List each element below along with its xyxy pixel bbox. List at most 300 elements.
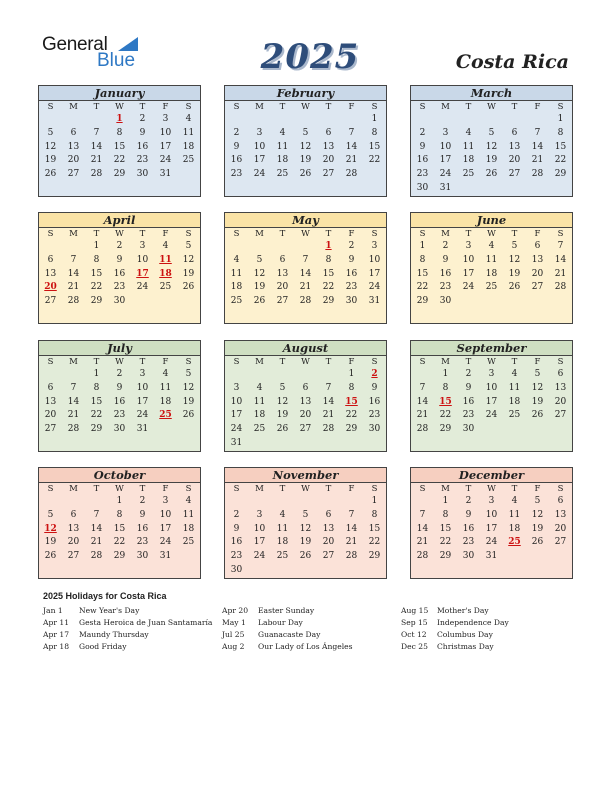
day-cell: 6 xyxy=(325,509,332,520)
day-cell: 7 xyxy=(302,254,309,265)
empty-day-cell xyxy=(154,182,177,196)
day-cell: 20 xyxy=(44,410,57,421)
empty-day-cell xyxy=(39,368,62,382)
day-cell: 1 xyxy=(419,241,426,251)
day-cell: 15 xyxy=(368,141,381,152)
weekday-header: W xyxy=(115,484,124,494)
empty-day-cell xyxy=(340,437,363,451)
day-cell: 22 xyxy=(554,155,567,166)
weekday-header: M xyxy=(441,357,450,367)
day-cell: 17 xyxy=(159,141,172,152)
empty-day-cell xyxy=(225,182,248,196)
weekday-header: S xyxy=(233,102,240,112)
empty-day-cell xyxy=(177,564,200,578)
holiday-day-cell: 1 xyxy=(116,114,123,124)
day-cell: 5 xyxy=(47,127,54,138)
weekday-header: S xyxy=(185,357,192,367)
day-cell: 26 xyxy=(182,282,195,293)
day-cell: 16 xyxy=(416,155,429,166)
weekday-header: S xyxy=(371,102,378,112)
day-cell: 23 xyxy=(230,551,243,562)
day-cell: 16 xyxy=(368,396,381,407)
day-cell: 8 xyxy=(442,382,449,393)
day-cell: 8 xyxy=(557,127,564,138)
weekday-header: W xyxy=(115,102,124,112)
day-cell: 14 xyxy=(299,268,312,279)
day-cell: 21 xyxy=(67,282,80,293)
day-cell: 26 xyxy=(485,169,498,180)
weekday-header: M xyxy=(441,102,450,112)
day-cell: 18 xyxy=(276,537,289,548)
day-cell: 23 xyxy=(345,282,358,293)
day-cell: 28 xyxy=(416,424,429,435)
holiday-row xyxy=(43,629,212,641)
empty-day-cell xyxy=(271,564,294,578)
month-title: March xyxy=(411,86,572,101)
empty-day-cell xyxy=(131,295,154,309)
weekday-header: T xyxy=(93,229,100,239)
weekday-header: S xyxy=(371,229,378,239)
day-cell: 12 xyxy=(485,141,498,152)
day-cell: 3 xyxy=(139,241,146,251)
day-cell: 12 xyxy=(299,141,312,152)
day-cell: 13 xyxy=(508,141,521,152)
weekday-header: T xyxy=(511,484,518,494)
weekday-header: S xyxy=(47,357,54,367)
day-cell: 9 xyxy=(116,382,123,393)
day-cell: 1 xyxy=(557,114,564,124)
weekday-header: W xyxy=(301,484,310,494)
empty-day-cell xyxy=(108,182,131,196)
empty-day-cell xyxy=(434,309,457,323)
empty-day-cell xyxy=(526,309,549,323)
day-cell: 29 xyxy=(113,169,126,180)
day-cell: 27 xyxy=(44,296,57,307)
day-cell: 28 xyxy=(67,296,80,307)
day-cell: 23 xyxy=(439,282,452,293)
month-september xyxy=(410,340,573,452)
day-cell: 6 xyxy=(557,369,564,379)
holiday-name: Mother's Day xyxy=(437,606,489,615)
logo-triangle-icon xyxy=(118,37,138,51)
empty-day-cell xyxy=(549,550,572,564)
holiday-day-cell: 15 xyxy=(439,396,452,407)
holiday-name: Independence Day xyxy=(437,618,509,627)
day-cell: 29 xyxy=(90,424,103,435)
day-cell: 22 xyxy=(416,282,429,293)
empty-day-cell xyxy=(39,113,62,127)
weekday-header: W xyxy=(487,357,496,367)
day-cell: 19 xyxy=(299,155,312,166)
day-cell: 24 xyxy=(136,410,149,421)
empty-day-cell xyxy=(457,182,480,196)
empty-day-cell xyxy=(131,182,154,196)
month-july xyxy=(38,340,201,452)
weekday-header: S xyxy=(233,229,240,239)
day-cell: 10 xyxy=(253,523,266,534)
day-cell: 18 xyxy=(462,155,475,166)
holiday-date: Jul 25 xyxy=(222,630,245,639)
logo-text-blue: Blue xyxy=(97,50,136,71)
empty-day-cell xyxy=(526,295,549,309)
day-cell: 9 xyxy=(419,141,426,152)
month-december xyxy=(410,467,573,579)
day-cell: 21 xyxy=(554,268,567,279)
month-april xyxy=(38,212,201,324)
day-cell: 4 xyxy=(185,496,192,506)
day-cell: 11 xyxy=(159,382,172,393)
weekday-header: W xyxy=(301,357,310,367)
weekday-header: T xyxy=(139,229,146,239)
empty-day-cell xyxy=(248,182,271,196)
day-cell: 13 xyxy=(44,396,57,407)
holiday-day-cell: 1 xyxy=(325,241,332,251)
day-cell: 10 xyxy=(136,382,149,393)
weekday-header: M xyxy=(69,357,78,367)
day-cell: 23 xyxy=(230,169,243,180)
weekday-header: T xyxy=(465,357,472,367)
holiday-name: Columbus Day xyxy=(437,630,493,639)
empty-day-cell xyxy=(317,113,340,127)
holiday-name: Guanacaste Day xyxy=(258,630,321,639)
day-cell: 29 xyxy=(439,551,452,562)
day-cell: 16 xyxy=(136,141,149,152)
empty-day-cell xyxy=(411,564,434,578)
holiday-row xyxy=(222,629,353,641)
empty-day-cell xyxy=(248,309,271,323)
day-cell: 8 xyxy=(116,127,123,138)
weekday-header: F xyxy=(348,229,355,239)
empty-day-cell xyxy=(154,437,177,451)
day-cell: 9 xyxy=(139,509,146,520)
day-cell: 15 xyxy=(90,268,103,279)
weekday-header: S xyxy=(47,484,54,494)
month-august xyxy=(224,340,387,452)
day-cell: 8 xyxy=(371,127,378,138)
day-cell: 8 xyxy=(371,509,378,520)
day-cell: 31 xyxy=(136,424,149,435)
empty-day-cell xyxy=(85,437,108,451)
day-cell: 19 xyxy=(44,537,57,548)
weekday-header: W xyxy=(301,102,310,112)
holiday-column xyxy=(401,605,509,653)
day-cell: 6 xyxy=(302,382,309,393)
empty-day-cell xyxy=(526,437,549,451)
day-cell: 18 xyxy=(182,141,195,152)
day-cell: 16 xyxy=(462,523,475,534)
day-cell: 27 xyxy=(67,551,80,562)
month-title: June xyxy=(411,213,572,228)
day-cell: 6 xyxy=(70,509,77,520)
day-cell: 20 xyxy=(322,155,335,166)
empty-day-cell xyxy=(457,295,480,309)
weekday-header: S xyxy=(185,102,192,112)
empty-day-cell xyxy=(177,437,200,451)
day-cell: 20 xyxy=(322,537,335,548)
weekday-header: S xyxy=(371,357,378,367)
empty-day-cell xyxy=(85,564,108,578)
holiday-day-cell: 25 xyxy=(508,537,521,548)
day-cell: 10 xyxy=(253,141,266,152)
empty-day-cell xyxy=(549,564,572,578)
day-cell: 15 xyxy=(90,396,103,407)
day-cell: 5 xyxy=(47,509,54,520)
empty-day-cell xyxy=(480,295,503,309)
empty-day-cell xyxy=(480,113,503,127)
empty-day-cell xyxy=(503,113,526,127)
day-cell: 14 xyxy=(322,396,335,407)
holiday-name: Maundy Thursday xyxy=(79,630,149,639)
day-cell: 6 xyxy=(511,127,518,138)
weekday-header: M xyxy=(255,357,264,367)
day-cell: 20 xyxy=(554,396,567,407)
weekday-header: S xyxy=(47,102,54,112)
weekday-header: S xyxy=(419,102,426,112)
day-cell: 25 xyxy=(276,551,289,562)
day-cell: 26 xyxy=(508,282,521,293)
empty-day-cell xyxy=(39,437,62,451)
empty-day-cell xyxy=(62,240,85,254)
empty-day-cell xyxy=(131,309,154,323)
day-cell: 24 xyxy=(462,282,475,293)
empty-day-cell xyxy=(177,309,200,323)
day-cell: 15 xyxy=(113,523,126,534)
day-cell: 26 xyxy=(531,537,544,548)
day-cell: 8 xyxy=(116,509,123,520)
day-cell: 4 xyxy=(185,114,192,124)
day-cell: 17 xyxy=(159,523,172,534)
empty-day-cell xyxy=(434,564,457,578)
empty-day-cell xyxy=(154,423,177,437)
day-cell: 23 xyxy=(113,282,126,293)
day-cell: 7 xyxy=(419,509,426,520)
day-cell: 5 xyxy=(185,241,192,251)
month-march xyxy=(410,85,573,197)
day-cell: 21 xyxy=(322,410,335,421)
day-cell: 12 xyxy=(253,268,266,279)
day-cell: 3 xyxy=(139,369,146,379)
day-cell: 11 xyxy=(508,509,521,520)
empty-day-cell xyxy=(480,564,503,578)
day-cell: 2 xyxy=(465,369,472,379)
weekday-header: T xyxy=(325,357,332,367)
day-cell: 18 xyxy=(159,396,172,407)
day-cell: 12 xyxy=(182,254,195,265)
day-cell: 13 xyxy=(554,509,567,520)
day-cell: 16 xyxy=(113,268,126,279)
day-cell: 30 xyxy=(462,424,475,435)
day-cell: 2 xyxy=(116,369,123,379)
empty-day-cell xyxy=(363,437,386,451)
month-title: January xyxy=(39,86,200,101)
empty-day-cell xyxy=(363,168,386,182)
weekday-header: F xyxy=(534,484,541,494)
day-cell: 28 xyxy=(90,169,103,180)
day-cell: 6 xyxy=(325,127,332,138)
day-cell: 30 xyxy=(462,551,475,562)
weekday-header: F xyxy=(534,102,541,112)
empty-day-cell xyxy=(294,495,317,509)
day-cell: 29 xyxy=(345,424,358,435)
day-cell: 29 xyxy=(439,424,452,435)
empty-day-cell xyxy=(225,495,248,509)
day-cell: 7 xyxy=(348,127,355,138)
weekday-header: T xyxy=(279,484,286,494)
empty-day-cell xyxy=(526,182,549,196)
weekday-header: W xyxy=(487,229,496,239)
month-title: July xyxy=(39,341,200,356)
day-cell: 22 xyxy=(113,537,126,548)
day-cell: 13 xyxy=(554,382,567,393)
empty-day-cell xyxy=(457,309,480,323)
day-cell: 9 xyxy=(465,509,472,520)
weekday-header: S xyxy=(233,357,240,367)
weekday-header: W xyxy=(115,357,124,367)
empty-day-cell xyxy=(340,182,363,196)
logo-text-general: General xyxy=(42,34,108,55)
day-cell: 21 xyxy=(67,410,80,421)
empty-day-cell xyxy=(39,495,62,509)
holiday-date: May 1 xyxy=(222,618,246,627)
empty-day-cell xyxy=(177,295,200,309)
holiday-date: Apr 20 xyxy=(222,606,249,615)
day-cell: 30 xyxy=(368,424,381,435)
month-title: February xyxy=(225,86,386,101)
day-cell: 3 xyxy=(162,496,169,506)
day-cell: 3 xyxy=(233,382,240,393)
day-cell: 22 xyxy=(439,410,452,421)
day-cell: 4 xyxy=(162,241,169,251)
day-cell: 12 xyxy=(44,141,57,152)
holiday-day-cell: 17 xyxy=(136,268,149,279)
empty-day-cell xyxy=(294,182,317,196)
empty-day-cell xyxy=(503,309,526,323)
weekday-header: M xyxy=(255,102,264,112)
day-cell: 20 xyxy=(67,537,80,548)
empty-day-cell xyxy=(225,309,248,323)
day-cell: 2 xyxy=(348,241,355,251)
day-cell: 24 xyxy=(136,282,149,293)
day-cell: 26 xyxy=(299,169,312,180)
empty-day-cell xyxy=(503,550,526,564)
day-cell: 6 xyxy=(279,254,286,265)
day-cell: 27 xyxy=(322,551,335,562)
day-cell: 23 xyxy=(113,410,126,421)
empty-day-cell xyxy=(248,113,271,127)
weekday-header: T xyxy=(93,357,100,367)
month-november xyxy=(224,467,387,579)
holiday-row xyxy=(401,641,509,653)
day-cell: 29 xyxy=(113,551,126,562)
day-cell: 18 xyxy=(508,523,521,534)
empty-day-cell xyxy=(503,423,526,437)
weekday-header: T xyxy=(325,102,332,112)
holiday-date: Oct 12 xyxy=(401,630,427,639)
weekday-header: W xyxy=(115,229,124,239)
weekday-header: F xyxy=(348,357,355,367)
day-cell: 5 xyxy=(511,241,518,251)
day-cell: 3 xyxy=(256,509,263,520)
holiday-day-cell: 12 xyxy=(44,523,57,534)
day-cell: 11 xyxy=(230,268,243,279)
weekday-header: S xyxy=(419,484,426,494)
day-cell: 2 xyxy=(139,114,146,124)
empty-day-cell xyxy=(363,309,386,323)
day-cell: 31 xyxy=(159,551,172,562)
empty-day-cell xyxy=(363,564,386,578)
day-cell: 10 xyxy=(485,509,498,520)
holiday-column xyxy=(43,605,212,653)
day-cell: 21 xyxy=(345,155,358,166)
weekday-header: S xyxy=(557,102,564,112)
day-cell: 16 xyxy=(136,523,149,534)
empty-day-cell xyxy=(363,182,386,196)
day-cell: 27 xyxy=(554,537,567,548)
day-cell: 10 xyxy=(136,254,149,265)
day-cell: 16 xyxy=(230,155,243,166)
day-cell: 14 xyxy=(67,268,80,279)
day-cell: 3 xyxy=(488,369,495,379)
empty-day-cell xyxy=(271,368,294,382)
day-cell: 20 xyxy=(531,268,544,279)
day-cell: 31 xyxy=(485,551,498,562)
day-cell: 26 xyxy=(182,410,195,421)
day-cell: 13 xyxy=(299,396,312,407)
day-cell: 22 xyxy=(439,537,452,548)
weekday-header: T xyxy=(511,229,518,239)
day-cell: 25 xyxy=(462,169,475,180)
day-cell: 2 xyxy=(442,241,449,251)
empty-day-cell xyxy=(39,309,62,323)
day-cell: 14 xyxy=(416,396,429,407)
weekday-header: F xyxy=(348,102,355,112)
day-cell: 22 xyxy=(345,410,358,421)
day-cell: 21 xyxy=(345,537,358,548)
day-cell: 28 xyxy=(67,424,80,435)
day-cell: 4 xyxy=(488,241,495,251)
day-cell: 30 xyxy=(230,564,243,575)
empty-day-cell xyxy=(85,495,108,509)
day-cell: 10 xyxy=(368,254,381,265)
holiday-day-cell: 11 xyxy=(159,254,172,265)
day-cell: 9 xyxy=(442,254,449,265)
empty-day-cell xyxy=(248,564,271,578)
holiday-day-cell: 18 xyxy=(159,268,172,279)
day-cell: 19 xyxy=(253,282,266,293)
day-cell: 31 xyxy=(230,437,243,448)
day-cell: 24 xyxy=(368,282,381,293)
empty-day-cell xyxy=(271,495,294,509)
day-cell: 24 xyxy=(159,155,172,166)
day-cell: 3 xyxy=(371,241,378,251)
day-cell: 7 xyxy=(348,509,355,520)
day-cell: 2 xyxy=(233,509,240,520)
day-cell: 13 xyxy=(322,523,335,534)
country-name: Costa Rica xyxy=(455,51,569,73)
day-cell: 23 xyxy=(136,155,149,166)
weekday-header: W xyxy=(487,102,496,112)
day-cell: 20 xyxy=(67,155,80,166)
day-cell: 17 xyxy=(485,396,498,407)
day-cell: 21 xyxy=(90,537,103,548)
day-cell: 17 xyxy=(439,155,452,166)
holiday-date: Aug 2 xyxy=(222,642,245,651)
day-cell: 9 xyxy=(371,382,378,393)
day-cell: 4 xyxy=(233,254,240,265)
day-cell: 18 xyxy=(508,396,521,407)
holiday-row xyxy=(43,641,212,653)
weekday-header: T xyxy=(511,357,518,367)
